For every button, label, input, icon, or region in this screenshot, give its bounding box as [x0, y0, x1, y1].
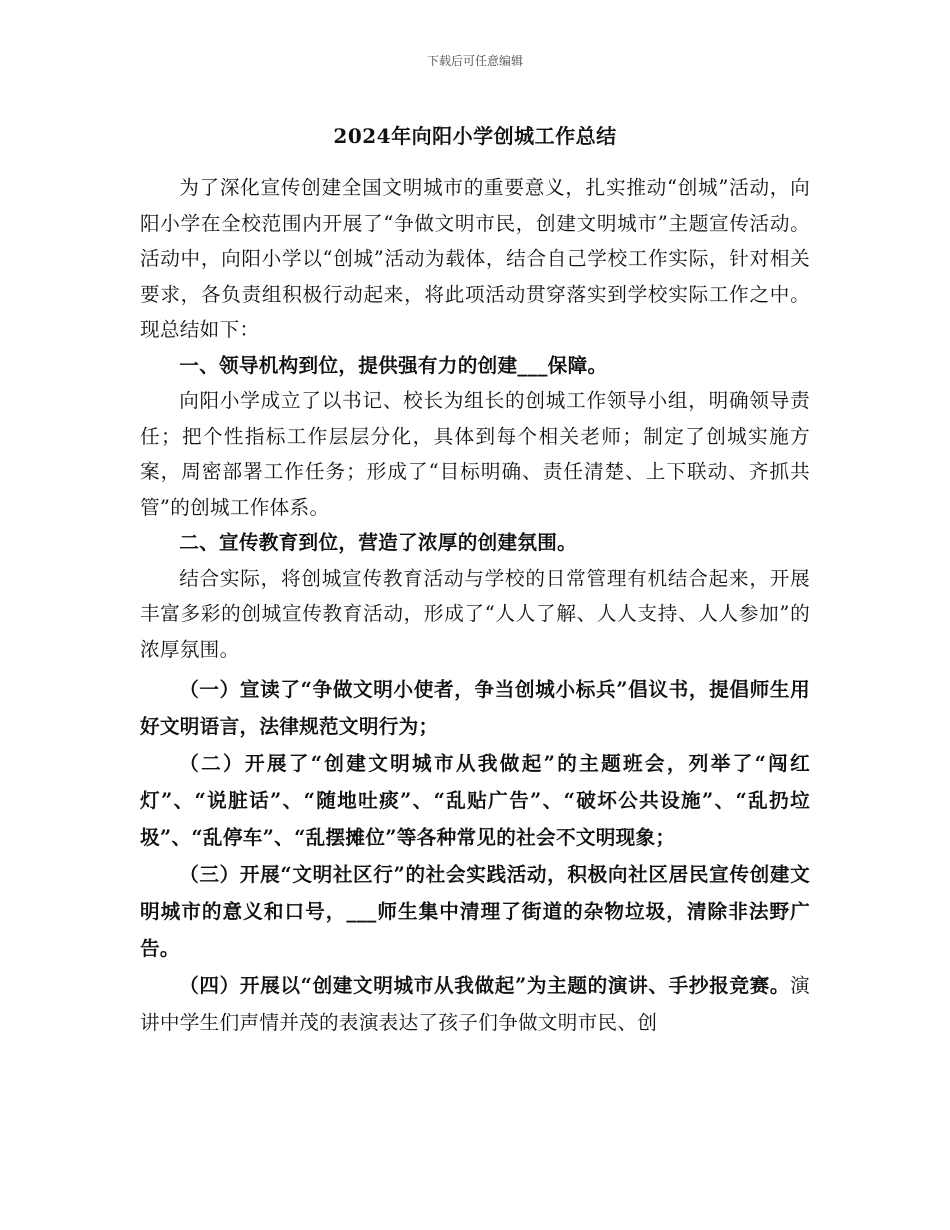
list-item	[140, 671, 810, 745]
page-header-note: 下载后可任意编辑	[426, 54, 523, 68]
document-title: 2024年向阳小学创城工作总结	[333, 124, 617, 148]
section-2-heading: 二、宣传教育到位，营造了浓厚的创建氛围。	[179, 531, 578, 554]
section-1-paragraph: 向阳小学成立了以书记、校长为组长的创城工作领导小组，明确领导责任；把个性指标工作层层分化，具体到每个相关老师；制定了创城实施方案，周密部署工作任务；形成了“目标明确、责任清楚、上下联动、齐抓共管”的创城工作体系。	[140, 389, 810, 519]
list-item-bold: （三）开展“文明社区行”的社会实践活动，积极向社区居民宣传创建文明城市的意义和口号，___师生集中清理了街道的杂物垃圾，清除非法野广告。	[140, 863, 810, 960]
list-item-bold: （四）开展以“创建文明城市从我做起”为主题的演讲、手抄报竞赛。	[179, 974, 791, 997]
section-2-paragraph: 结合实际，将创城宣传教育活动与学校的日常管理有机结合起来，开展丰富多彩的创城宣传教育活动，形成了“人人了解、人人支持、人人参加”的浓厚氛围。	[140, 566, 810, 661]
intro-paragraph: 为了深化宣传创建全国文明城市的重要意义，扎实推动“创城”活动，向阳小学在全校范围内开展了“争做文明市民，创建文明城市”主题宣传活动。活动中，向阳小学以“创城”活动为载体，结合自己学校工作实际，针对相关要求，各负责组积极行动起来，将此项活动贯穿落实到学校实际工作之中。现总结如下：	[140, 176, 810, 341]
document-body	[140, 170, 810, 1041]
list-item	[140, 967, 810, 1041]
list-item-text: 演讲中学生们声情并茂的表演表达了孩子们争做文明市民、创	[140, 974, 810, 1034]
list-item-bold: （二）开展了“创建文明城市从我做起”的主题班会，列举了“闯红灯”、“说脏话”、“随地吐痰”、“乱贴广告”、“破坏公共设施”、“乱扔垃圾”、“乱停车”、“乱摆摊位”等各种常见的社会不文明现象；	[140, 752, 810, 849]
list-item-bold: （一）宣读了“争做文明小使者，争当创城小标兵”倡议书，提倡师生用好文明语言，法律规范文明行为；	[140, 678, 810, 738]
section-1-heading: 一、领导机构到位，提供强有力的创建___保障。	[179, 353, 608, 377]
list-item	[140, 745, 810, 856]
list-item	[140, 856, 810, 967]
